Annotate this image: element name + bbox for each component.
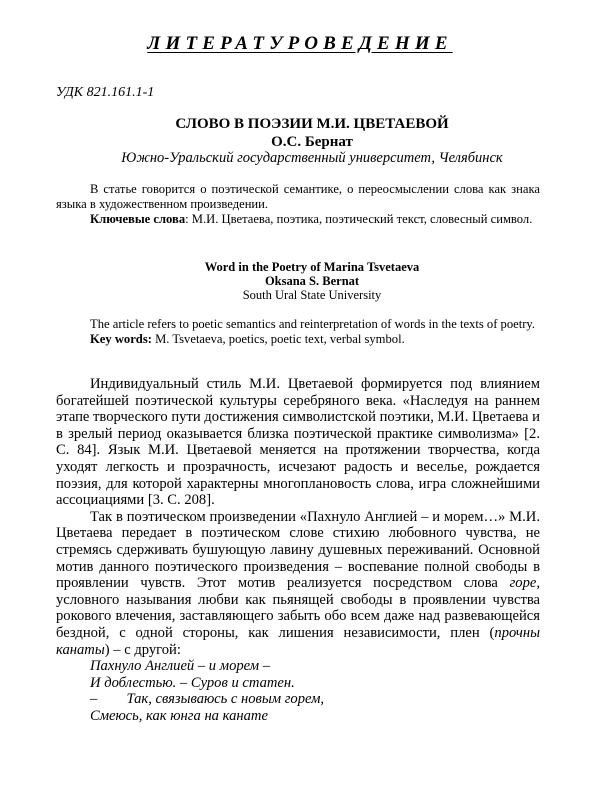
keywords-ru-text: : М.И. Цветаева, поэтика, поэтический текст, словесный символ.	[185, 212, 533, 226]
article-body	[56, 376, 540, 724]
affiliation-ru: Южно-Уральский государственный университет, Челябинск	[121, 150, 503, 166]
body-paragraph-2-text-c: ) – с другой:	[104, 641, 181, 658]
keywords-ru	[56, 212, 540, 227]
poem-line: – Так, связываюсь с новым горем,	[90, 691, 325, 708]
poem-line: И доблестью. – Суров и статен.	[90, 674, 295, 691]
body-paragraph-2-text-a: Так в поэтическом произведении «Пахнуло Англией – и морем…» М.И. Цветаева передает в поэтическом слове стихию любовного чувства, не стремясь сдерживать бушующую лавину душевных переживаний. Основной мотив данного поэтического произведения – воспевание полной свободы в проявлении чувств. Этот мотив реализуется посредством слова	[56, 508, 540, 592]
author-ru: О.С. Бернат	[271, 134, 353, 150]
body-paragraph-2	[56, 509, 540, 658]
poem-quote	[90, 658, 540, 724]
body-paragraph-2-text-b: условного называния любви как пьянящей свободы в проявлении чувства рокового влечения, заставляющего забыть обо всем даже над развевающейся бездной, с одной стороны, как лишения независимости, плен (	[56, 591, 540, 641]
author-en: Oksana S. Bernat	[264, 274, 360, 288]
abstract-ru	[56, 182, 540, 227]
article-title-en: Word in the Poetry of Marina Tsvetaeva	[204, 260, 420, 274]
keywords-en	[56, 332, 540, 347]
section-title: ЛИТЕРАТУРОВЕДЕНИЕ	[147, 33, 453, 54]
abstract-en	[56, 317, 540, 347]
abstract-ru-text: В статье говорится о поэтической семантике, о переосмыслении слова как знака языка в художественном произведении.	[56, 182, 540, 211]
keywords-en-label: Key words:	[90, 332, 152, 346]
emphasis-prochny-kanaty: прочны канаты	[56, 624, 540, 658]
keywords-en-text: M. Tsvetaeva, poetics, poetic text, verbal symbol.	[151, 332, 405, 346]
affiliation-en: South Ural State University	[242, 288, 382, 302]
emphasis-gore: горе,	[509, 575, 540, 592]
abstract-en-text: The article refers to poetic semantics and reinterpretation of words in the texts of poetry.	[90, 317, 536, 331]
keywords-ru-label: Ключевые слова	[90, 212, 186, 226]
poem-line: Пахнуло Англией – и морем –	[90, 658, 271, 675]
article-title-ru: СЛОВО В ПОЭЗИИ М.И. ЦВЕТАЕВОЙ	[175, 116, 449, 132]
body-paragraph-1: Индивидуальный стиль М.И. Цветаевой формируется под влиянием богатейшей поэтической культуры серебряного века. «Наследуя на раннем этапе творческого пути достижения символистской поэтики, М.И. Цветаева и в зрелый период оказывается близка поэтической практике символизма» [2. С. 84]. Язык М.И. Цветаевой меняется на протяжении творчества, когда уходят легкость и прозрачность, исчезают радость и веселье, рождается поэзия, для которой характерны многоплановость слова, игра сложнейшими ассоциациями [3. С. 208].	[56, 376, 540, 509]
poem-line: Смеюсь, как юнга на канате	[90, 707, 268, 724]
udk-code: УДК 821.161.1-1	[56, 85, 155, 100]
